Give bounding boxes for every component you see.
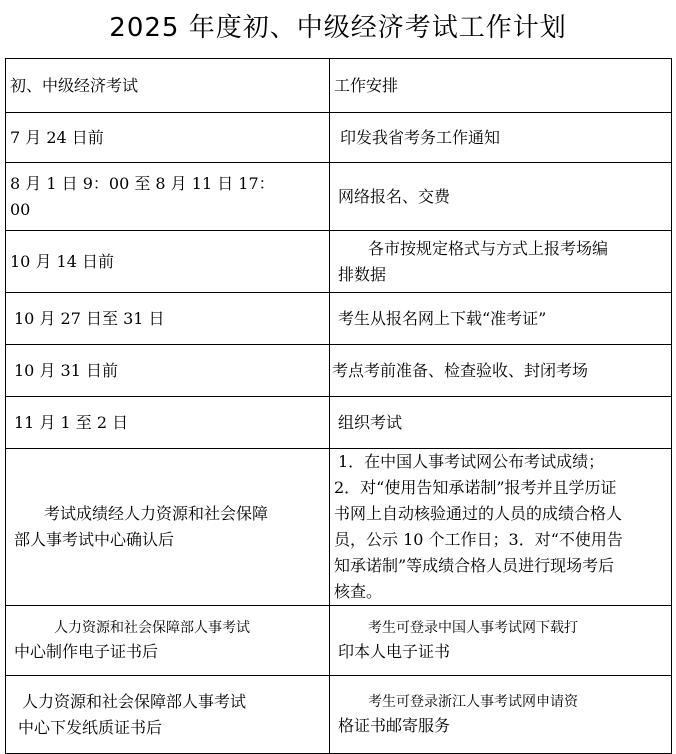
time-line: 00 [10, 199, 31, 219]
work-line: 员，公示 10 个工作日；3．对“不使用告 [334, 530, 623, 549]
work-line: 书网上自动核验通过的人员的成绩合格人 [334, 504, 623, 523]
work-line: 印本人电子证书 [338, 641, 451, 661]
table-row [6, 676, 672, 754]
work-line: 核查。 [334, 582, 383, 601]
time-cell [6, 606, 330, 676]
table-row [6, 163, 672, 231]
work-cell: 网络报名、交费 [330, 163, 672, 231]
page-title: 2025 年度初、中级经济考试工作计划 [109, 13, 567, 43]
work-cell: 印发我省考务工作通知 [330, 113, 672, 163]
table-header-row [6, 59, 672, 113]
table-row [6, 345, 672, 397]
time-line: 人力资源和社会保障部人事考试 [22, 691, 247, 711]
work-cell [330, 676, 672, 754]
time-cell [6, 676, 330, 754]
table-row [6, 606, 672, 676]
time-line: 考试成绩经人力资源和社会保障 [44, 504, 269, 523]
time-line: 中心制作电子证书后 [14, 641, 159, 661]
time-cell: 10 月 31 日前 [6, 345, 330, 397]
work-cell: 组织考试 [330, 397, 672, 449]
schedule-table [5, 58, 672, 754]
work-cell [330, 606, 672, 676]
work-cell [330, 449, 672, 606]
work-line: 2．对“使用告知承诺制”报考并且学历证 [334, 478, 617, 497]
work-cell: 考点考前准备、检查验收、封闭考场 [330, 345, 672, 397]
header-work: 工作安排 [330, 59, 672, 113]
time-cell [6, 449, 330, 606]
work-line: 考生可登录中国人事考试网下载打 [368, 619, 578, 636]
time-cell: 7 月 24 日前 [6, 113, 330, 163]
header-time: 初、中级经济考试 [6, 59, 330, 113]
table-row [6, 397, 672, 449]
work-line: 各市按规定格式与方式上报考场编 [368, 238, 609, 258]
time-cell: 11 月 1 至 2 日 [6, 397, 330, 449]
table-row [6, 231, 672, 293]
table-row [6, 113, 672, 163]
time-cell [6, 163, 330, 231]
work-cell: 考生从报名网上下载“准考证” [330, 293, 672, 345]
table-row [6, 449, 672, 606]
time-cell: 10 月 27 日至 31 日 [6, 293, 330, 345]
work-line: 排数据 [338, 264, 387, 284]
work-line: 考生可登录浙江人事考试网申请资 [368, 693, 578, 710]
work-line: 格证书邮寄服务 [338, 715, 451, 735]
time-cell: 10 月 14 日前 [6, 231, 330, 293]
time-line: 中心下发纸质证书后 [18, 717, 163, 737]
time-line: 部人事考试中心确认后 [14, 530, 175, 549]
work-cell [330, 231, 672, 293]
table-row [6, 293, 672, 345]
time-line: 8 月 1 日 9：00 至 8 月 11 日 17： [10, 173, 275, 193]
time-line: 人力资源和社会保障部人事考试 [54, 619, 250, 636]
work-line: 知承诺制”等成绩合格人员进行现场考后 [334, 556, 615, 575]
work-line: 1．在中国人事考试网公布考试成绩； [338, 452, 605, 471]
